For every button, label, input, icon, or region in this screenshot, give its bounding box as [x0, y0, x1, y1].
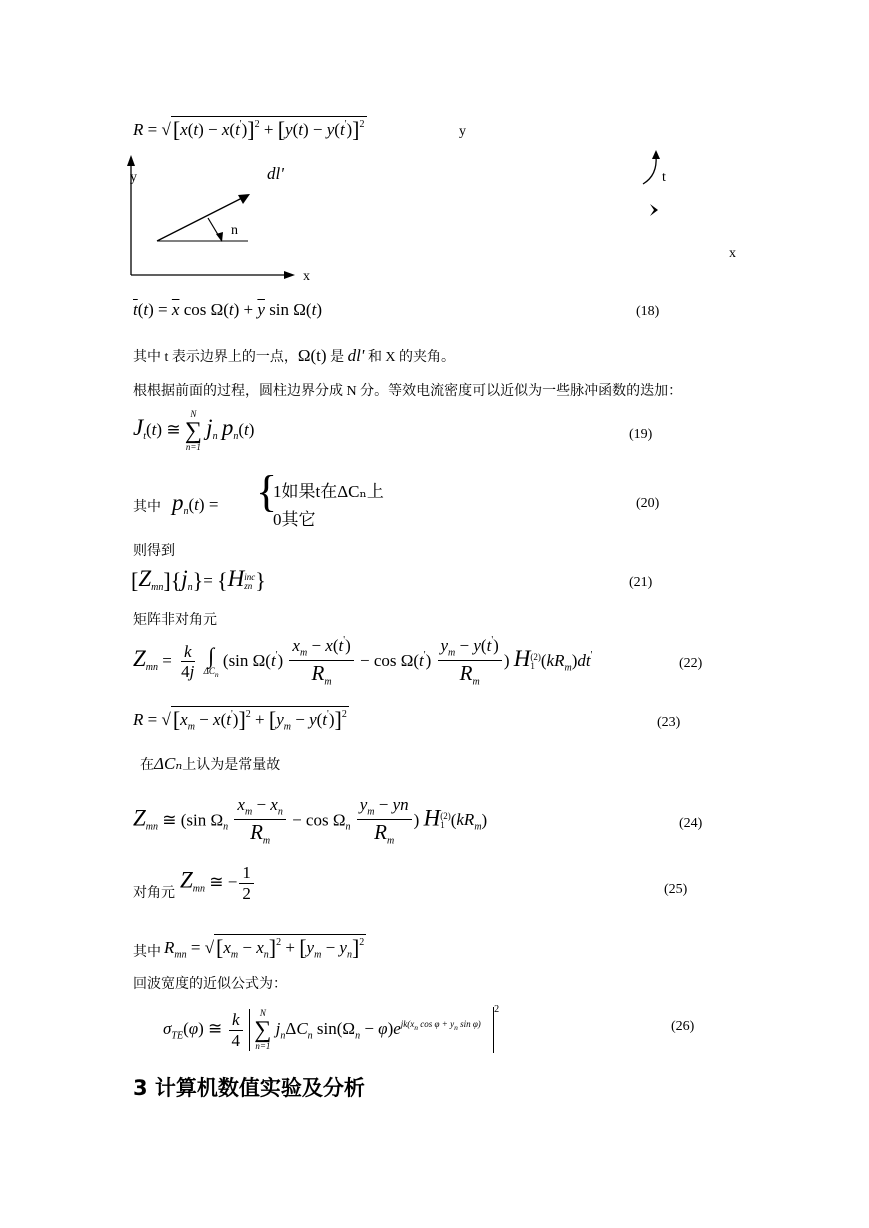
equation-number-20: (20) [636, 496, 660, 511]
para5-text-c: 上认为是常量故 [182, 758, 281, 773]
paragraph-4: 矩阵非对角元 [133, 613, 217, 628]
n-label: n [231, 223, 238, 238]
small-marker [650, 204, 658, 216]
axis-x-label: x [303, 269, 310, 284]
dl-label-text: dl' [267, 164, 284, 183]
paragraph-1 [133, 346, 455, 366]
x-right-label: x [729, 246, 736, 261]
para1-text-c: 是 [326, 350, 348, 365]
side-label-y: y [459, 124, 466, 139]
paragraph-2: 根根据前面的过程，圆柱边界分成 N 分。等效电流密度可以近似为一些脉冲函数的迭加： [133, 384, 683, 399]
dl-label [267, 164, 284, 184]
axis-y-label: y [130, 170, 137, 185]
para1-omega: Ω(t) [297, 346, 327, 365]
eq20-brace: { [256, 467, 278, 516]
equation-r-top: $R = √[x(t) - x(t')]^2 + [y(t) - y(t')]^2$ [133, 117, 365, 142]
para1-text-e: 和 X 的夹角。 [364, 350, 456, 365]
equation-23: $R = √[x_m - x(t')]^2 + [y_m - y(t')]^2$ [133, 707, 347, 733]
eq20-case-1: 1如果t在ΔCₙ上 [273, 482, 384, 501]
equation-number-21: (21) [629, 575, 653, 590]
boundary-curve [643, 156, 656, 184]
eq20-prefix: 其中 [133, 500, 161, 515]
equation-number-19: (19) [629, 427, 653, 442]
equation-number-18: (18) [636, 304, 660, 319]
equation-number-25: (25) [664, 882, 688, 897]
para1-text-a: 其中 t 表示边界上的一点， [133, 350, 298, 365]
para5-text-a: 在 [140, 758, 154, 773]
paragraph-6: 回波宽度的近似公式为： [133, 977, 287, 992]
eq20-case-2: 0其它 [273, 510, 316, 529]
equation-20: $p_n(t)$ = [172, 490, 219, 517]
equation-number-22: (22) [679, 656, 703, 671]
equation-22: $Z_{mn}$ = $\frac{k}{4j}$ ∫ $\Delta C_n$ (sin Ω(t') $\frac{x_m - x(t')}{R_m}$ − cos Ω(t') $\frac{y_m - y(t')}{R_m}$ ) H (2) 1 $(kR_m)dt'$ [133, 635, 593, 688]
curve-arrowhead [652, 150, 660, 159]
equation-26: $\sigma_{TE}(\varphi)$ ≅ $\frac{k}{4}$ N ∑ n=1 $j_n\Delta C_n$ $\sin(\Omega_n - \varphi)e^{jk(x_n cos \varphi + y_n sin \varphi)}$ $^2$ [163, 1004, 500, 1052]
equation-21: $[Z_{mn}]\{j_n\}= \{H$ inc zn } [131, 566, 266, 593]
equation-number-24: (24) [679, 816, 703, 831]
paragraph-3: 则得到 [133, 544, 175, 559]
eq25-prefix: 对角元 [133, 886, 175, 901]
equation-25: $Z_{mn}$ ≅ − $\frac{1}{2}$ [180, 864, 256, 903]
x-axis-arrowhead [284, 271, 295, 279]
y-axis-arrowhead [127, 155, 135, 166]
paragraph-5 [140, 754, 280, 774]
para1-dl: dl' [347, 346, 365, 365]
equation-19: $J_t(t)$ ≅ N ∑ n=1 $j_n$ $p_n(t)$ [133, 409, 255, 452]
equation-18: $\overline{t}(t) = \overline{x}$ $\cos \Omega(t) + \overline{y}$ sin Ω(t) [133, 300, 322, 319]
section-heading: 3 计算机数值实验及分析 [133, 1076, 365, 1100]
para5-delta-c: ΔCₙ [154, 754, 183, 773]
equation-rmn: $R_{mn} = √[x_m - x_n]^2 + [y_m - y_n]^2$ [164, 935, 365, 961]
equation-number-26: (26) [671, 1019, 695, 1034]
rmn-prefix: 其中 [133, 945, 161, 960]
equation-number-23: (23) [657, 715, 681, 730]
equation-24: $Z_{mn}$ ≅ (sin $\Omega_n$ $\frac{x_m - x_n}{R_m}$ − $\cos \Omega_n$ $\frac{y_m - yn}{R_m}$ ) H (2) 1 $(kR_m)$ [133, 795, 488, 847]
t-label: t [662, 170, 666, 185]
